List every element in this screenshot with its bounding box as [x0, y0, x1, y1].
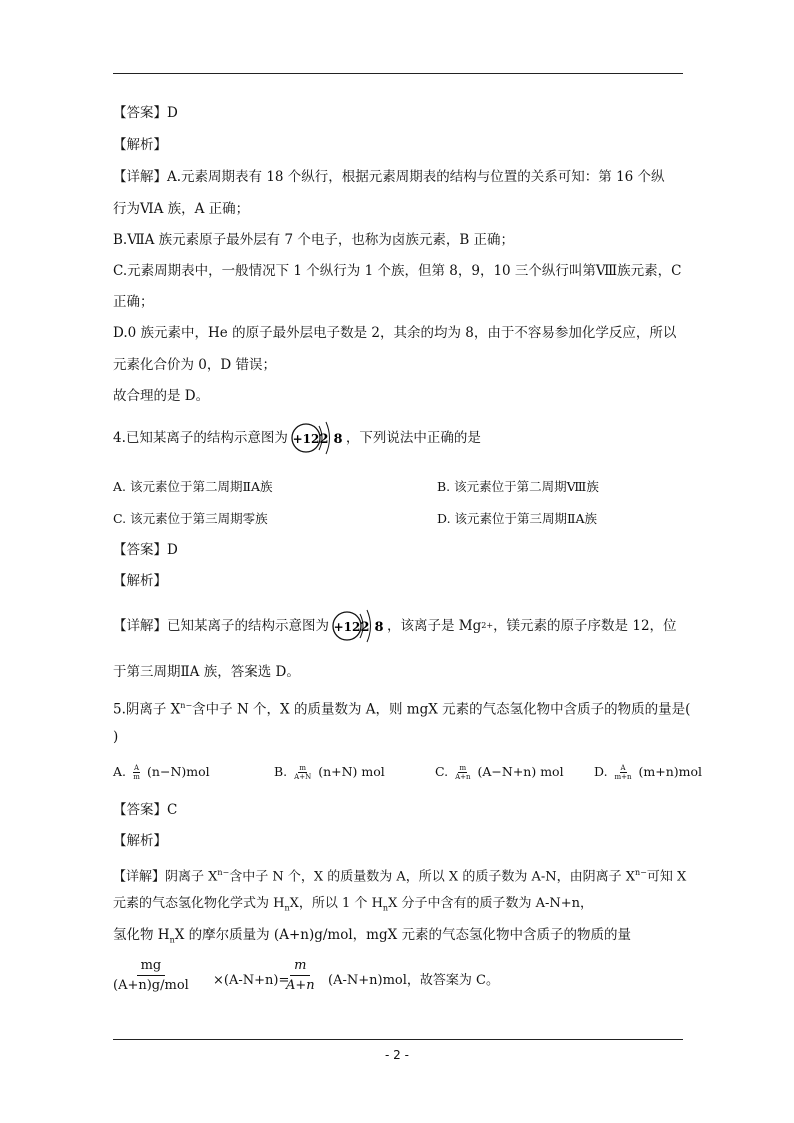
q4-stem-after: ，下列说法中正确的是 — [345, 430, 481, 446]
q3-detail-line-4: C.元素周期表中，一般情况下 1 个纵行为 1 个族，但第 8，9，10 三个纵行叫第Ⅷ族元素，C — [113, 263, 682, 279]
q5-stem-1b: 含中子 N 个，X 的质量数为 A，则 mgX 元素的气态氢化物中含质子的物质的量是( — [192, 701, 691, 718]
q5-stem-line-1 — [113, 697, 690, 719]
q5-option-d-num: A — [620, 764, 626, 772]
q5-detail-line-1 — [113, 864, 686, 886]
q4-detail-line-2: 于第三周期ⅡA 族，答案选 D。 — [113, 664, 300, 680]
ion-shell-1: 2 — [319, 432, 329, 447]
q5-times: × — [213, 973, 224, 988]
q5-equation-fraction-2 — [286, 958, 315, 993]
footer-rule — [113, 1039, 683, 1040]
q4-stem-before: 4.已知某离子的结构示意图为 — [113, 430, 288, 446]
q3-detail-line-7: 元素化合价为 0，D 错误； — [113, 357, 276, 373]
header-rule — [113, 73, 683, 74]
q3-detail-line-2: 行为ⅥA 族，A 正确； — [113, 201, 250, 217]
q4-option-a: A. 该元素位于第二周期ⅡA族 — [113, 479, 273, 494]
q5-detail-1b: 含中子 N 个，X 的质量数为 A，所以 X 的质子数为 A-N，由阴离子 X — [229, 869, 635, 885]
q5-option-a-num: A — [134, 764, 140, 772]
q5-detail-2-sub: n — [284, 903, 290, 913]
q5-frac2-num: m — [290, 958, 310, 976]
q5-detail-2: 元素的气态氢化物化学式为 H — [113, 896, 285, 911]
q5-frac2-den: A+n — [286, 978, 315, 993]
q5-detail-1-charge: n− — [217, 868, 230, 877]
ion-nucleus-label: +12 — [292, 432, 320, 446]
q3-detail-line-8: 故合理的是 D。 — [113, 388, 210, 404]
q5-option-d-label: D. — [594, 764, 608, 779]
ion-structure-diagram — [288, 418, 346, 458]
q5-equation-middle — [213, 972, 289, 990]
q5-option-c — [435, 763, 564, 781]
q5-equation-end: (A-N+n)mol，故答案为 C。 — [328, 973, 499, 988]
q5-option-a-den: m — [133, 773, 140, 781]
q4-option-c: C. 该元素位于第三周期零族 — [113, 511, 268, 526]
q4-detail-charge: 2+ — [481, 621, 494, 630]
q4-answer: 【答案】D — [113, 542, 178, 558]
q5-option-b-fraction — [294, 764, 311, 781]
q5-detail-3b: X 的摩尔质量为 (A+n)g/mol，mgX 元素的气态氢化物中含质子的物质的量 — [174, 927, 631, 943]
q4-option-b: B. 该元素位于第二周期Ⅷ族 — [437, 479, 599, 494]
q5-stem-line-2: ) — [113, 729, 119, 745]
q5-detail-3: 氢化物 H — [113, 927, 170, 943]
q5-answer: 【答案】C — [113, 802, 178, 818]
q5-frac1-den: (A+n)g/mol — [113, 978, 189, 993]
q5-detail-2b: X，所以 1 个 H — [289, 896, 383, 911]
q5-stem-1a: 5.阴离子 X — [113, 701, 181, 718]
q3-answer: 【答案】D — [113, 105, 178, 121]
q5-option-a-tail: (n−N)mol — [147, 764, 210, 779]
q3-detail-line-1: 【详解】A.元素周期表有 18 个纵行，根据元素周期表的结构与位置的关系可知：第 16 个纵 — [113, 169, 665, 185]
ion-nucleus-label-2: +12 — [333, 620, 361, 634]
q5-detail-line-3 — [113, 926, 631, 950]
q4-detail-after: ，该离子是 Mg — [387, 618, 482, 634]
q5-option-b-den: A+N — [294, 773, 312, 781]
q3-analysis-heading: 【解析】 — [113, 137, 167, 153]
q5-option-d — [594, 763, 702, 781]
q5-option-c-num: m — [459, 764, 467, 772]
q3-detail-line-5: 正确； — [113, 294, 154, 310]
q5-option-a — [113, 763, 210, 781]
q5-option-c-fraction — [455, 764, 470, 781]
q4-option-d: D. 该元素位于第三周期ⅡA族 — [437, 511, 598, 526]
q5-detail-3-sub: n — [169, 935, 175, 945]
q5-mid-text: (A-N+n)= — [223, 973, 290, 988]
q5-option-a-label: A. — [113, 764, 127, 779]
q5-frac1-num: mg — [137, 958, 166, 976]
q5-option-b-tail: (n+N) mol — [318, 764, 385, 779]
q5-detail-2-sub-2: n — [382, 903, 389, 913]
q5-option-d-tail: (m+n)mol — [638, 764, 703, 779]
q5-option-a-fraction — [133, 764, 140, 781]
ion-shell-2: 8 — [333, 432, 343, 447]
q5-option-d-den: m+n — [614, 773, 632, 781]
q4-detail-before: 【详解】已知某离子的结构示意图为 — [113, 618, 329, 634]
q4-stem — [113, 418, 481, 458]
q3-detail-line-6: D.0 族元素中，He 的原子最外层电子数是 2，其余的均为 8，由于不容易参加化学反应，所以 — [113, 325, 677, 341]
q5-option-c-label: C. — [435, 764, 449, 779]
q3-detail-line-3: B.ⅦA 族元素原子最外层有 7 个电子，也称为卤族元素，B 正确； — [113, 232, 515, 248]
page-number: - 2 - — [385, 1048, 409, 1062]
q5-detail-1c: 可知 X — [646, 869, 687, 885]
q4-analysis-heading: 【解析】 — [113, 573, 167, 589]
q5-equation-fraction-1 — [113, 958, 189, 993]
q5-option-c-tail: (A−N+n) mol — [477, 764, 564, 779]
q5-detail-line-2 — [113, 895, 593, 918]
q5-analysis-heading: 【解析】 — [113, 833, 167, 849]
ion-structure-diagram-2 — [329, 606, 387, 646]
q4-detail-tail: ，镁元素的原子序数是 12，位 — [493, 618, 677, 634]
q5-detail-1-charge-2: n− — [635, 868, 647, 877]
q5-option-b-num: m — [299, 764, 306, 772]
q4-detail-line-1 — [113, 606, 677, 646]
ion-shell-1-2: 2 — [360, 620, 370, 635]
q5-option-c-den: A+n — [455, 773, 471, 781]
q5-detail-2c: X 分子中含有的质子数为 A-N+n， — [388, 896, 594, 911]
q5-option-b — [274, 763, 385, 781]
ion-shell-2-2: 8 — [374, 620, 384, 635]
q5-option-b-label: B. — [274, 764, 288, 779]
q5-stem-charge: n− — [180, 701, 193, 710]
q5-option-d-fraction — [615, 764, 632, 781]
q5-detail-1: 【详解】阴离子 X — [113, 869, 218, 885]
